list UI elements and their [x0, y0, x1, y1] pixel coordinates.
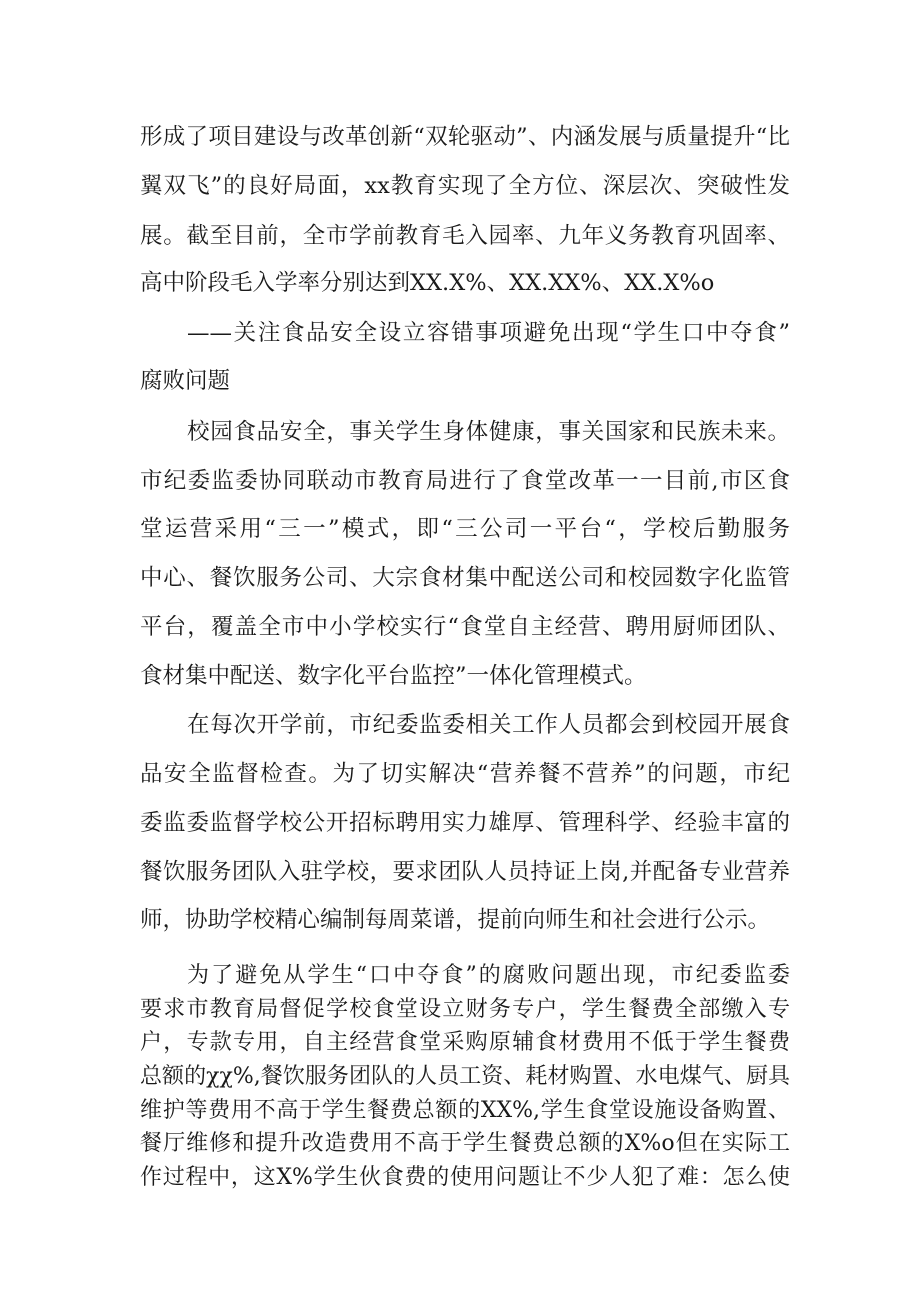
text-line: 作过程中，这X%学生伙食费的使用问题让不少人犯了难：怎么使: [140, 1165, 790, 1190]
text-line: 品安全监督检查。为了切实解决“营养餐不营养”的问题，市纪: [140, 761, 790, 787]
text-line: 食材集中配送、数字化平台监控”一体化管理模式。: [140, 663, 647, 689]
text-line: 师，协助学校精心编制每周菜谱，提前向师生和社会进行公示。: [140, 907, 771, 933]
text-line: 中心、餐饮服务公司、大宗食材集中配送公司和校园数字化监管: [140, 565, 790, 591]
text-line: 堂运营采用“三一”模式，即“三公司一平台“，学校后勤服务: [140, 516, 790, 542]
text-line: 维护等费用不高于学生餐费总额的XX%,学生食堂设施设备购置、: [140, 1098, 790, 1123]
text-line: 高中阶段毛入学率分别达到XX.X%、XX.XX%、XX.X%o: [140, 270, 715, 296]
text-line: 委监委监督学校公开招标聘用实力雄厚、管理科学、经验丰富的: [140, 810, 790, 836]
text-line: 餐饮服务团队入驻学校，要求团队人员持证上岗,并配备专业营养: [140, 859, 790, 885]
text-line: 市纪委监委协同联动市教育局进行了食堂改革一一目前,市区食: [140, 468, 790, 494]
text-line: 要求市教育局督促学校食堂设立财务专户，学生餐费全部缴入专: [140, 997, 790, 1022]
text-line: 餐厅维修和提升改造费用不高于学生餐费总额的X%o但在实际工: [140, 1131, 790, 1156]
text-line: 在每次开学前，市纪委监委相关工作人员都会到校园开展食: [187, 712, 790, 738]
text-line: 展。截至目前，全市学前教育毛入园率、九年义务教育巩固率、: [140, 223, 790, 249]
text-line: 总额的χχ%,餐饮服务团队的人员工资、耗材购置、水电煤气、厨具: [140, 1064, 790, 1089]
text-line: 户，专款专用，自主经营食堂采购原辅食材费用不低于学生餐费: [140, 1030, 790, 1055]
text-line: 翼双飞”的良好局面，xx教育实现了全方位、深层次、突破性发: [140, 173, 790, 199]
text-line: 形成了项目建设与改革创新“双轮驱动”、内涵发展与质量提升“比: [140, 124, 790, 150]
text-line: 为了避免从学生“口中夺食”的腐败问题出现，市纪委监委: [187, 963, 790, 988]
heading-line: 腐败问题: [140, 368, 231, 394]
text-line: 校园食品安全，事关学生身体健康，事关国家和民族未来。: [187, 419, 790, 445]
text-line: 平台，覆盖全市中小学校实行“食堂自主经营、聘用厨师团队、: [140, 614, 790, 640]
heading-line: ——关注食品安全设立容错事项避免出现“学生口中夺食”: [187, 320, 790, 346]
